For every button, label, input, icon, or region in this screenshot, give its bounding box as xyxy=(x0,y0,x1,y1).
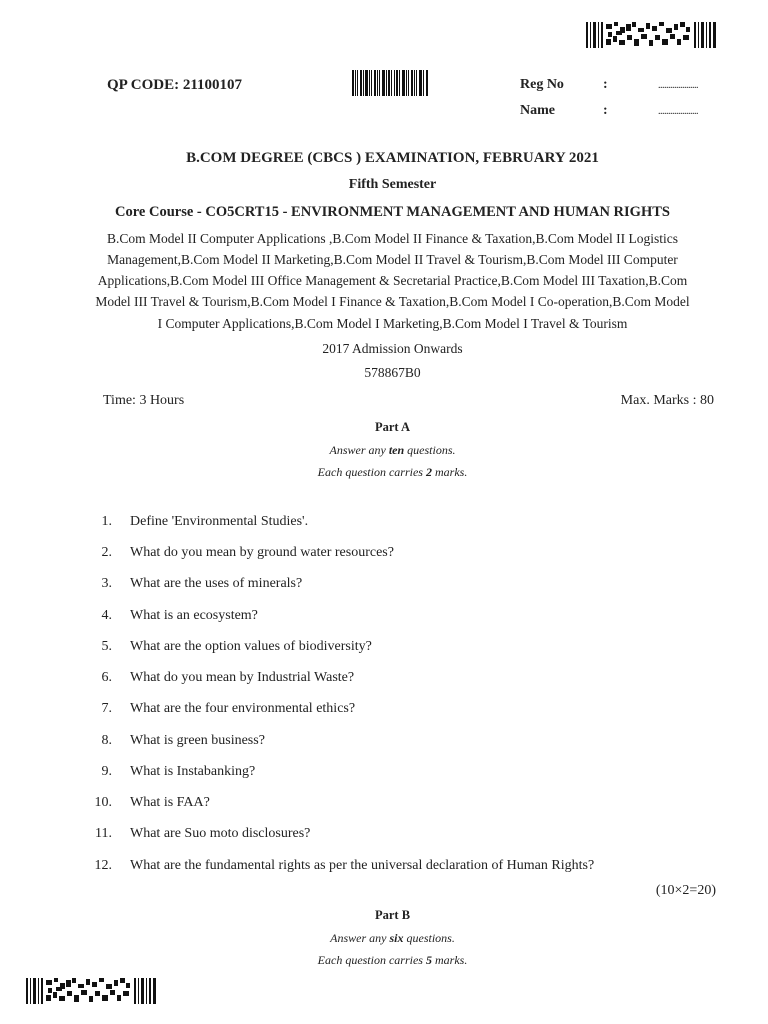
course-title: Core Course - CO5CRT15 - ENVIRONMENT MANAGEMENT AND HUMAN RIGHTS xyxy=(115,204,670,220)
exam-time: Time: 3 Hours xyxy=(103,393,185,408)
question-text: Define 'Environmental Studies'. xyxy=(130,514,309,529)
question-number: 10. xyxy=(94,795,112,810)
question-text: What is Instabanking? xyxy=(130,764,256,779)
part-a-title: Part A xyxy=(374,420,411,434)
program-line: Model III Travel & Tourism,B.Com Model I Finance & Taxation,B.Com Model I Co-operation,B.Com Model xyxy=(95,294,690,309)
marks-text: marks. xyxy=(431,465,468,479)
semester: Fifth Semester xyxy=(348,177,437,192)
reg-no-colon: : xyxy=(603,77,608,92)
question-number: 6. xyxy=(101,670,112,685)
instruction-count: ten xyxy=(388,443,405,457)
name-field: .................... xyxy=(658,106,698,117)
marks-text: Each question carries xyxy=(317,465,426,479)
question-text: What are the fundamental rights as per the universal declaration of Human Rights? xyxy=(130,858,595,873)
question-number: 1. xyxy=(101,514,112,529)
marks-text: Each question carries xyxy=(317,953,426,967)
question-text: What do you mean by ground water resources? xyxy=(130,545,394,560)
question-text: What do you mean by Industrial Waste? xyxy=(130,670,355,685)
part-b-title: Part B xyxy=(374,908,411,922)
marks-count: 5 xyxy=(425,953,432,967)
part-a-instruction xyxy=(60,443,725,458)
question-text: What are Suo moto disclosures? xyxy=(130,826,311,841)
part-a-marks xyxy=(60,465,725,480)
question-text: What is green business? xyxy=(130,733,265,748)
program-line: I Computer Applications,B.Com Model I Marketing,B.Com Model I Travel & Tourism xyxy=(157,316,628,331)
question-number: 12. xyxy=(94,858,112,873)
question-text: What are the option values of biodiversity? xyxy=(130,639,372,654)
paper-code: 578867B0 xyxy=(364,365,421,380)
reg-no-field: .................... xyxy=(658,80,698,91)
exam-title: B.COM DEGREE (CBCS ) EXAMINATION, FEBRUARY 2021 xyxy=(186,150,599,166)
question-text: What are the four environmental ethics? xyxy=(130,701,356,716)
part-b-marks xyxy=(60,953,725,968)
program-line: Applications,B.Com Model III Office Management & Secretarial Practice,B.Com Model III Taxation,B.Com xyxy=(97,273,688,288)
name-label: Name xyxy=(520,103,555,118)
marks-count: 2 xyxy=(425,465,432,479)
qp-code: QP CODE: 21100107 xyxy=(107,77,243,93)
question-number: 11. xyxy=(95,826,112,841)
name-colon: : xyxy=(603,103,608,118)
question-text: What is FAA? xyxy=(130,795,210,810)
part-a-total-marks: (10×2=20) xyxy=(655,883,716,898)
max-marks: Max. Marks : 80 xyxy=(620,393,714,408)
instruction-text: Answer any xyxy=(330,931,390,945)
question-number: 2. xyxy=(101,545,112,560)
question-number: 7. xyxy=(101,701,112,716)
marks-text: marks. xyxy=(431,953,468,967)
question-number: 9. xyxy=(101,764,112,779)
top-right-barcode xyxy=(586,22,716,48)
question-number: 5. xyxy=(101,639,112,654)
question-number: 4. xyxy=(101,608,112,623)
part-b-instruction xyxy=(60,931,725,946)
admission-year: 2017 Admission Onwards xyxy=(322,341,463,356)
question-text: What are the uses of minerals? xyxy=(130,576,303,591)
instruction-text: questions. xyxy=(403,931,455,945)
instruction-text: questions. xyxy=(404,443,456,457)
program-line: Management,B.Com Model II Marketing,B.Com Model II Travel & Tourism,B.Com Model III Computer xyxy=(107,252,678,267)
reg-no-label: Reg No xyxy=(520,77,564,92)
question-number: 8. xyxy=(101,733,112,748)
instruction-count: six xyxy=(389,931,404,945)
center-barcode xyxy=(352,70,428,96)
program-line: B.Com Model II Computer Applications ,B.Com Model II Finance & Taxation,B.Com Model II Logistics xyxy=(106,231,678,246)
question-text: What is an ecosystem? xyxy=(130,608,258,623)
instruction-text: Answer any xyxy=(329,443,389,457)
bottom-left-barcode xyxy=(26,978,156,1004)
question-number: 3. xyxy=(101,576,112,591)
